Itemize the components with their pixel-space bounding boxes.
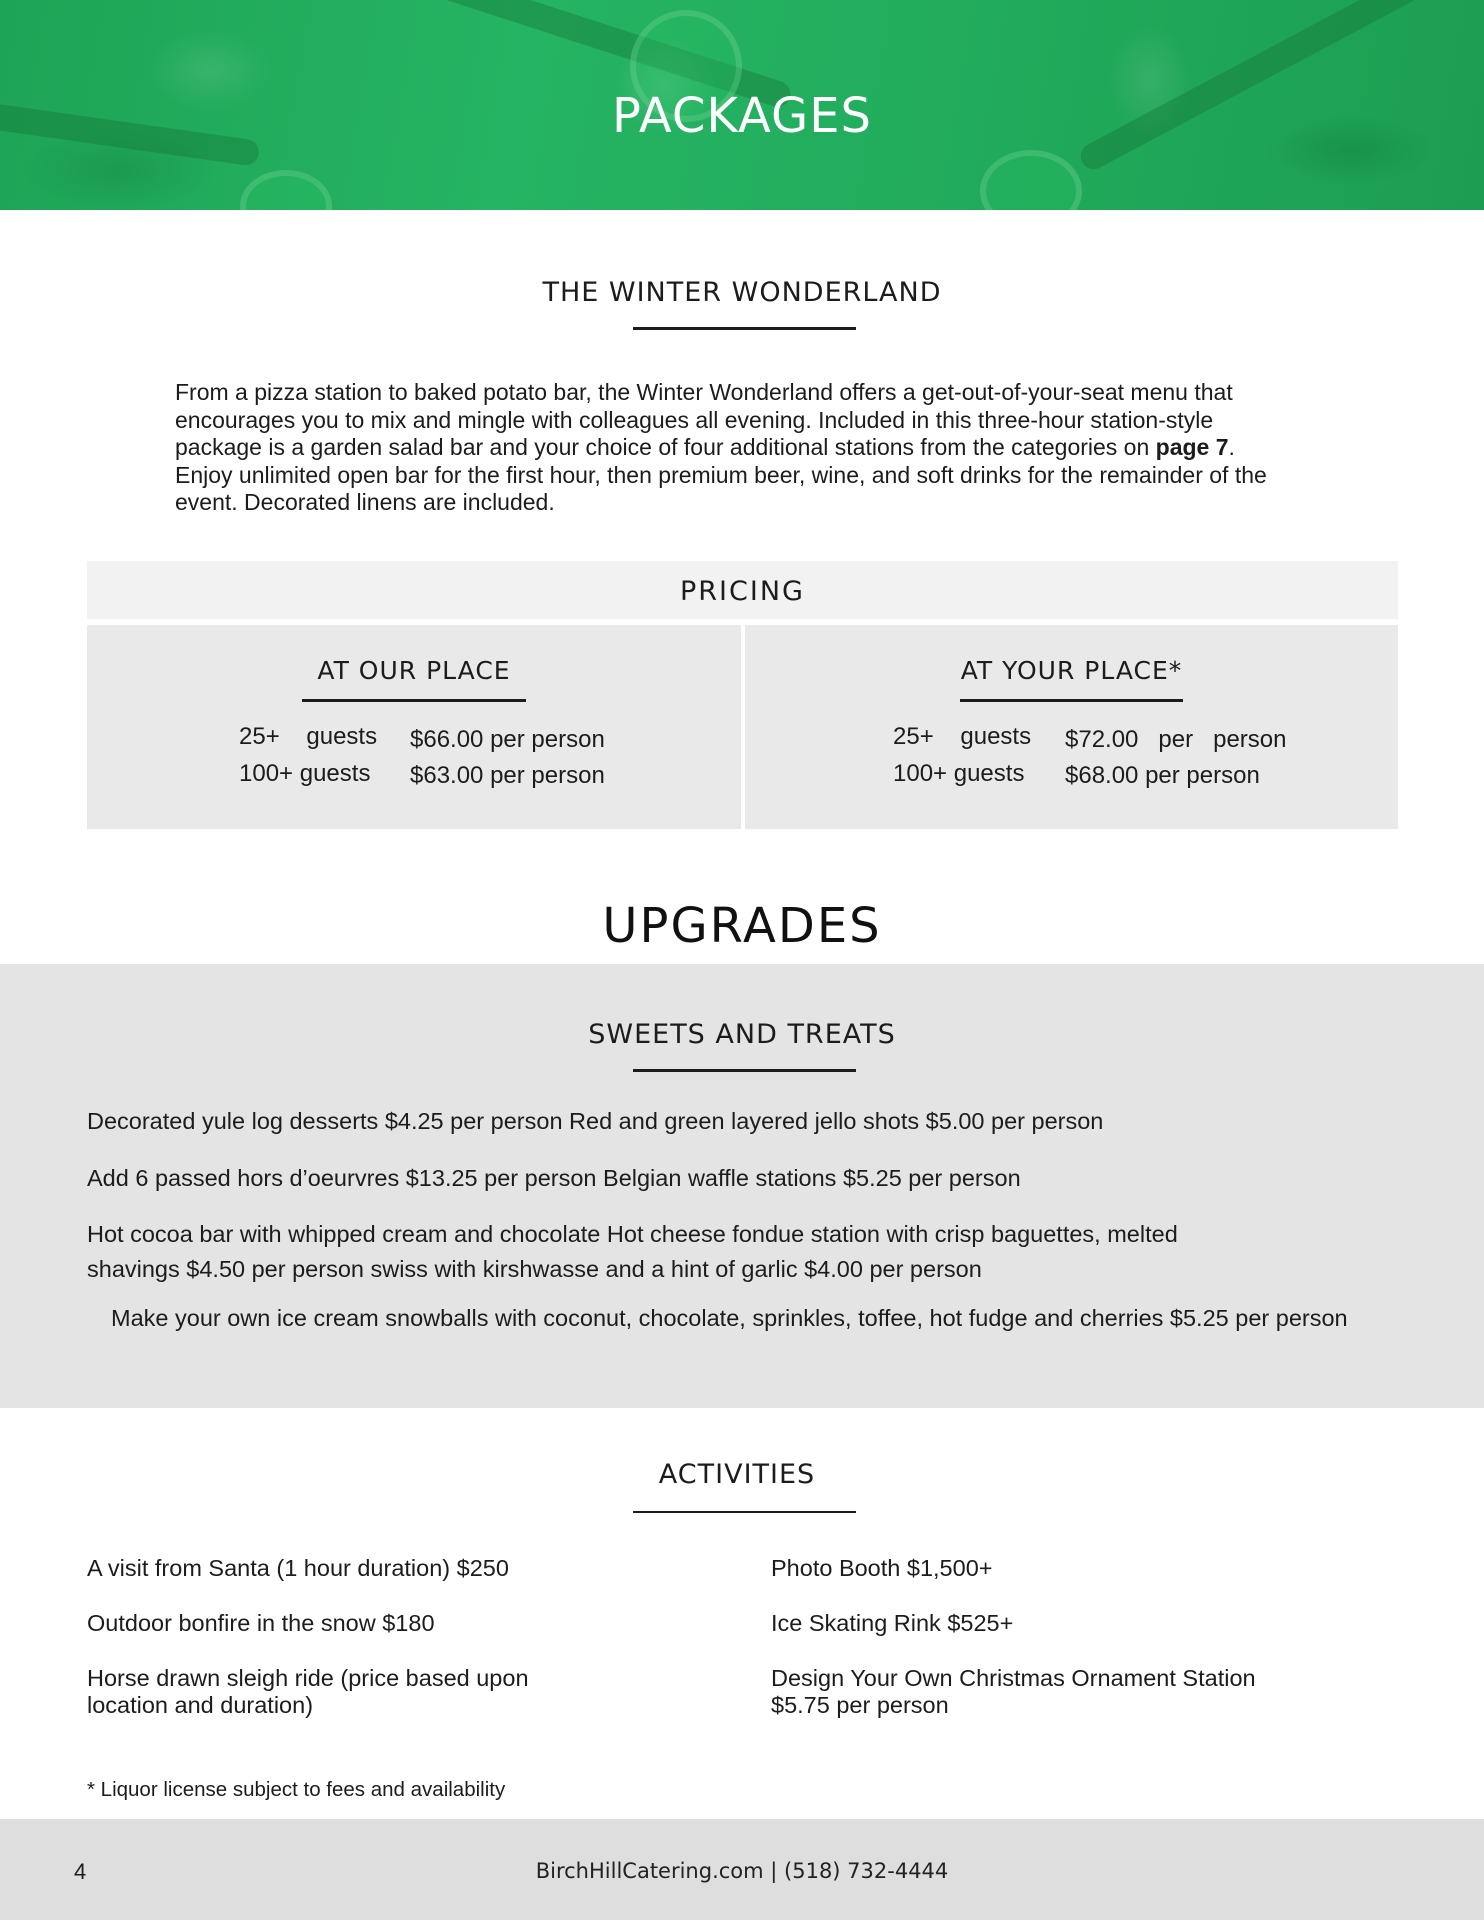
page-reference: page 7 [1155,434,1229,460]
our-place-title: AT OUR PLACE [317,656,511,685]
price-row-guests: 100+ guests [893,760,1025,787]
price-row-price: $72.00 per person [1065,726,1287,753]
package-title: THE WINTER WONDERLAND [542,277,942,308]
our-place-underline [302,699,526,702]
sweets-line: Add 6 passed hors d’oeurvres $13.25 per person Belgian waffle stations $5.25 per person [87,1165,1021,1191]
price-row-price: $68.00 per person [1065,762,1260,789]
activities-title-underline [633,1511,856,1513]
orange-slice-decoration [980,150,1082,210]
page-footer [0,1819,1484,1920]
pricing-our-place [87,625,741,829]
activity-item: A visit from Santa (1 hour duration) $250 [87,1555,509,1581]
activity-item: Horse drawn sleigh ride (price based upon location and duration) [87,1665,529,1718]
orange-slice-decoration [240,170,332,210]
activity-item: Outdoor bonfire in the snow $180 [87,1610,435,1636]
pricing-your-place [745,625,1398,829]
price-row-price: $66.00 per person [410,726,605,753]
package-description: From a pizza station to baked potato bar, the Winter Wonderland offers a get-out-of-your-seat menu that encourages you to mix and mingle with colleagues all evening. Included in this three-hour station-style package is a garden salad bar and your choice of four additional stations from the categories on page 7. Enjoy unlimited open bar for the first hour, then premium beer, wine, and soft drinks for the remainder of the event. Decorated linens are included. [175,379,1267,515]
activity-item: Ice Skating Rink $525+ [771,1610,1014,1636]
price-row-price: $63.00 per person [410,762,605,789]
banner-title: PACKAGES [612,88,872,144]
package-title-underline [633,327,856,330]
your-place-title: AT YOUR PLACE* [960,656,1183,685]
sweets-line: Decorated yule log desserts $4.25 per person Red and green layered jello shots $5.00 per person [87,1108,1104,1134]
price-row-guests: 25+ guests [893,723,1032,750]
activities-title: ACTIVITIES [658,1459,816,1490]
footer-contact: BirchHillCatering.com | (518) 732-4444 [535,1859,949,1883]
footnote: * Liquor license subject to fees and availability [87,1778,506,1801]
pricing-header [87,561,1398,619]
price-row-guests: 25+ guests [239,723,378,750]
pricing-title: PRICING [680,576,805,607]
header-banner [0,0,1484,210]
sweets-title: SWEETS AND TREATS [588,1019,896,1050]
price-row-guests: 100+ guests [239,760,371,787]
sweets-title-underline [633,1069,856,1072]
sweets-line: Hot cocoa bar with whipped cream and chocolate Hot cheese fondue station with crisp baguettes, melted [87,1221,1178,1247]
activity-item: Photo Booth $1,500+ [771,1555,993,1581]
sweets-line: shavings $4.50 per person swiss with kirshwasse and a hint of garlic $4.00 per person [87,1256,982,1282]
page-number: 4 [74,1859,87,1884]
your-place-underline [960,699,1183,702]
sweets-line: Make your own ice cream snowballs with coconut, chocolate, sprinkles, toffee, hot fudge and cherries $5.25 per person [111,1305,1348,1331]
ribbon-decoration [1076,0,1424,174]
activity-item: Design Your Own Christmas Ornament Station $5.75 per person [771,1665,1256,1718]
upgrades-title: UPGRADES [602,898,882,954]
